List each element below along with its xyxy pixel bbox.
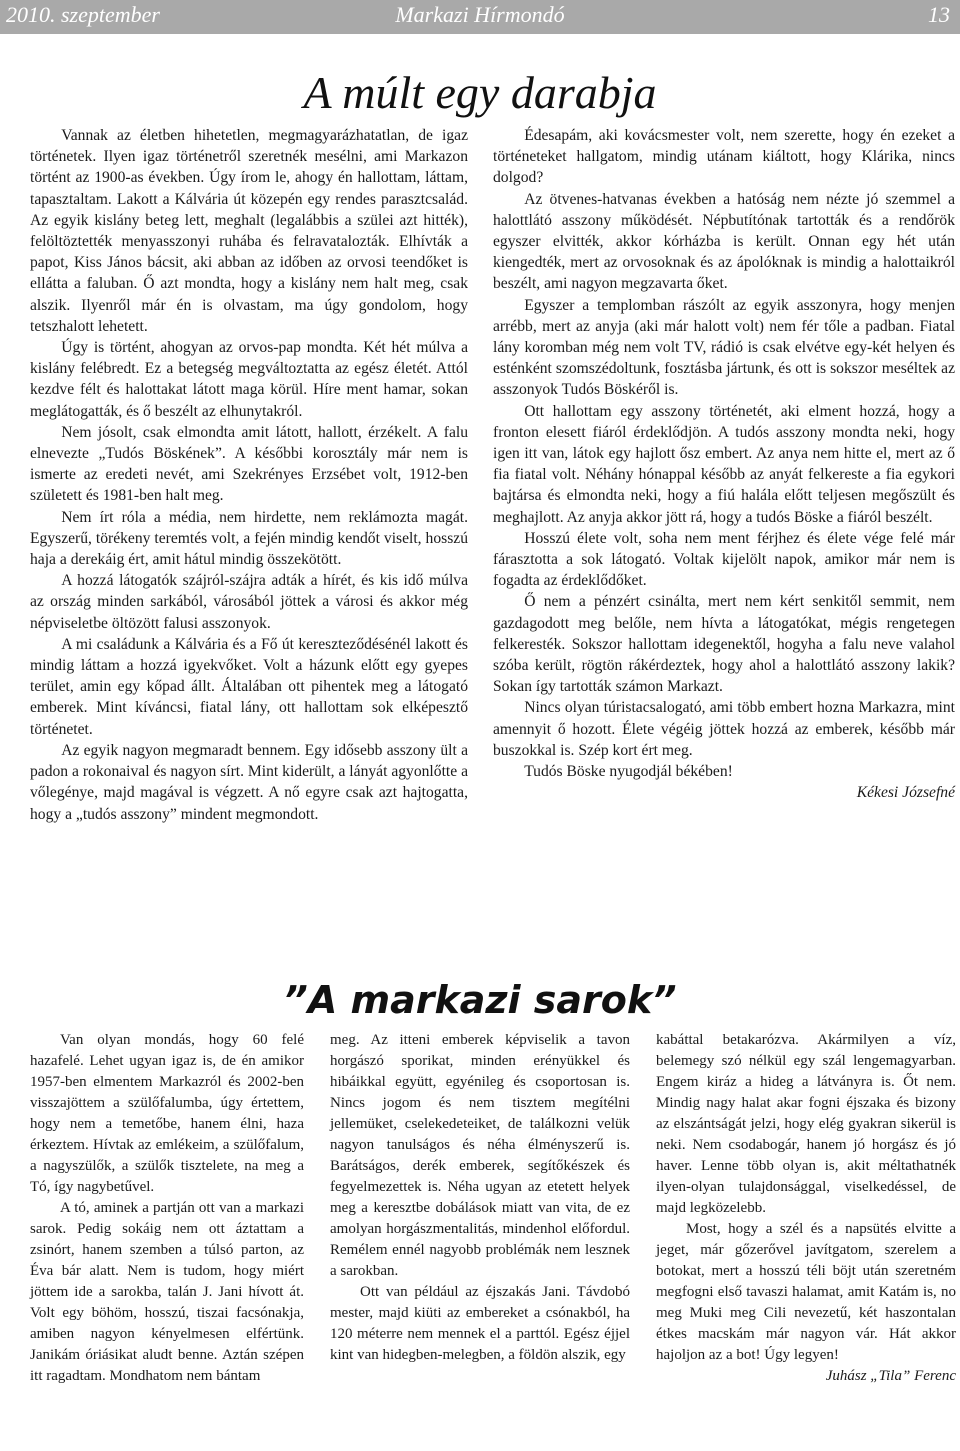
- paragraph: A mi családunk a Kálvária és a Fő út kereszteződésénél lakott és mindig láttam a hozzá igyekvőket. Volt a házunk előtt egy gyepes terület, amin egy kőpad állt. Általában ott pihentek meg a látogató emberek. Mint kíváncsi, fiatal lány, ott hallottam sok elképesztő történetet.: [30, 635, 468, 738]
- author-signature: Kékesi Józsefné: [856, 784, 955, 802]
- paragraph: Ott van például az éjszakás Jani. Távdobó mester, majd kiüti az embereket a csónakból, ha 120 méterre nem mennek el a parttól. Egész éjjel kint van hidegben-melegben, a földön alszik, egy: [330, 1284, 630, 1363]
- article-title: A múlt egy darabja: [303, 67, 657, 118]
- page-header: [0, 0, 960, 34]
- article-column: [493, 125, 955, 804]
- article-column: [330, 1030, 630, 1366]
- paragraph: Tudós Böske nyugodjál békében!: [524, 763, 733, 781]
- paragraph: Nem írt róla a média, nem hirdette, nem reklámozta magát. Egyszerű, törékeny teremtés volt, a fején mindig kendőt viselt, hosszú haja a derekáig ért, amit hátul mindig összekötött.: [30, 508, 468, 569]
- paragraph: Ott hallottam egy asszony történetét, aki elment hozzá, hogy a fronton elesett fiáról érdeklődjön. A tudós asszony mondta neki, hogy igen itt van, látok egy hajlott ősz embert. Az anya nem hitte el, mert az ő fia fiatal volt. Néhány hónappal később az anyát felkereste a fia egykori bajtársa és elmondta neki, hogy a fiú halála előtt teljesen megőszült és meghajlott. Az anyja akkor jött rá, hogy a tudós Böske a fiáról beszélt.: [493, 402, 955, 526]
- page-number: 13: [928, 2, 950, 27]
- paragraph: meg. Az itteni emberek képviselik a tavon horgászó sporikat, minden erényükkel és hibáikkal együtt, egyénileg és csoportosan is. Nincs jogom és nem tisztem megítélni jellemüket, cselekedeteiket, de találkozni velük nagyon tanulságos és néha élményszerű is. Barátságos, derék emberek, segítőkészek és fegyelmezettek is. Néha ugyan az etetett helyek meg a keresztbe dobálások miatt van vita, de ez amolyan horgászmentalitás, mindenhol előfordul. Remélem ennél nagyobb problémák nem lesznek a sarokban.: [330, 1032, 630, 1279]
- article-column: [656, 1030, 956, 1387]
- paragraph: Most, hogy a szél és a napsütés elvitte a jeget, már gőzerővel javítgatom, szerelem a botokat, mert a hosszú téli böjt után szeretném megfogni első tavaszi halamat, amit Katám is, no meg Muki meg Cili nevezetű, két haszontalan étkes macskám már nagyon vár. Hát akkor hajoljon az a bot! Úgy legyen!: [656, 1221, 956, 1363]
- paragraph: A tó, aminek a partján ott van a markazi sarok. Pedig sokáig nem ott áztattam a zsinórt, hanem szemben a túlsó parton, az Éva bár alatt. Nem is tudom, hogy miért jöttem ide a sarokba, talán J. Jani hívott át. Volt egy böhöm, hosszú, tiszai facsónakja, amiben nagyon kényelmesen elfértünk. Janikám óriásikat aludt benne. Aztán szépen itt ragadtam. Mondhatom nem bántam: [30, 1200, 304, 1384]
- issue-date: 2010. szeptember: [6, 2, 160, 27]
- paragraph: kabáttal betakarózva. Akármilyen a víz, belemegy szó nélkül egy szál lengemagyarban. Engem kiráz a hideg a látványra is. Őt nem. Mindig nagy halat akar fogni éjszaka és bizony az elszántságát jelzi, hogy elég gyakran sikerül is neki. Nem csodabogár, hanem jó horgász és jó haver. Lenne több olyan is, akit méltathatnék ilyen-olyan tulajdonsággal, viselkedéssel, de majd legközelebb.: [656, 1032, 956, 1216]
- paragraph: Van olyan mondás, hogy 60 felé hazafelé. Lehet ugyan igaz is, de én amikor 1957-ben elmentem Markazról és 2002-ben visszajöttem a szülőfalumba, úgy értettem, hogy nem a temetőbe, hanem élni, haza érkeztem. Hívtak az emlékeim, a szülőfalum, a nagyszülők, a szülők tisztelete, na meg a Tó, így nagybetűvel.: [30, 1032, 304, 1195]
- paragraph: Édesapám, aki kovácsmester volt, nem szerette, hogy én ezeket a történeteket hallgatom, mindig utánam kiáltott, hogy Klárika, nincs dolgod?: [493, 127, 955, 187]
- paragraph: Ő nem a pénzért csinálta, mert nem kért senkitől semmit, nem gazdagodott meg belőle, nem hívta a látogatókat, mégis rengetegen felkeresték. Sokszor hallottam idegenektől, hogyha a falu neve valahol szóba került, rögtön rákérdeztek, hogy ahol a halottlátó asszony lakik? Sokan így tartották számon Markazt.: [493, 593, 955, 696]
- publication-name: Markazi Hírmondó: [395, 2, 565, 27]
- paragraph: Az egyik nagyon megmaradt bennem. Egy idősebb asszony ült a padon a rokonaival és nagyon sírt. Mint kiderült, a lányát agyonlőtte a vőlegénye, majd magával is végzett. A nő egyre csak azt hajtogatta, hogy a „tudós asszony” mindent megmondott.: [30, 741, 468, 823]
- paragraph: Egyszer a templomban rászólt az egyik asszonyra, hogy menjen arrébb, mert az anyja (aki már halott volt) nem fér tőle a padban. Fiatal lány koromban még nem volt TV, rádió is csak elvétve egy-két helyen és esténként szomszédoltunk, fosztásba jártunk, és ott is sokszor meséltek az asszonyok Tudós Böskéről is.: [493, 296, 955, 399]
- paragraph: Vannak az életben hihetetlen, megmagyarázhatatlan, de igaz történetek. Ilyen igaz történetről szeretnék mesélni, ami Markazon történt az 1900-as években. Úgy írom le, ahogy én hallottam, láttam, tapasztaltam. Lakott a Kálvária út közepén egy rendes parasztcsalád. Az egyik kislány beteg lett, meghalt (legalábbis a szülei azt hitték), felöltöztették menyasszonyi ruhába és felravatalozták. Elhívták a papot, Kiss János bácsit, aki abban az időben az orvosi teendőket is ellátta a faluban. Ő azt mondta, hogy a kislány nem halt meg, csak alszik. Ilyenről már én is olvastam, ma úgy gondolom, hogy tetszhalott lehetett.: [30, 127, 468, 335]
- article-title: ”A markazi sarok”: [283, 978, 677, 1022]
- paragraph: Nincs olyan túristacsalogató, ami több embert hozna Markazra, mint amennyit ő hozott. Élete végéig jöttek hozzá az emberek, később már buszokkal is. Szép kort ért meg.: [493, 699, 955, 759]
- article-column: [30, 1030, 304, 1387]
- paragraph: Úgy is történt, ahogyan az orvos-pap mondta. Két hét múlva a kislány felébredt. Ez a betegség megváltoztatta az egész életét. Attól kezdve félt és halottakat látott maga körül. Híre ment hamar, sokan meglátogatták, és ő beszélt az elhunytakról.: [30, 339, 468, 420]
- paragraph: Nem jósolt, csak elmondta amit látott, hallott, érzékelt. A falu elnevezte „Tudós Böskének”. A későbbi korosztály már nem is ismerte az eredeti nevét, ami Szekrényes Erzsébet volt, 1912-ben született és 1981-ben halt meg.: [30, 423, 468, 505]
- paragraph: Hosszú élete volt, soha nem ment férjhez és élete vége felé már fárasztotta a sok látogató. Voltak kijelölt napok, amikor már nem is fogadta az érdeklődőket.: [493, 529, 955, 590]
- paragraph: A hozzá látogatók szájról-szájra adták a hírét, és kis idő múlva az ország minden sarkából, városából jöttek a városi és akkor még népviseletbe öltözött falusi asszonyok.: [30, 572, 468, 632]
- paragraph: Az ötvenes-hatvanas években a hatóság nem nézte jó szemmel a halottlátó asszony működését. Népbutítónak tartották és a rendőrök egyszer elvitték, akkor kórházba is került. Onnan egy hét után kiengedték, mert az orvosoknak és az ápolóknak is mindig a halottaikról beszélt, ami nagyon megzavarta őket.: [493, 190, 955, 293]
- author-signature: Juhász „Tila” Ferenc: [825, 1368, 956, 1384]
- article-column: [30, 125, 468, 825]
